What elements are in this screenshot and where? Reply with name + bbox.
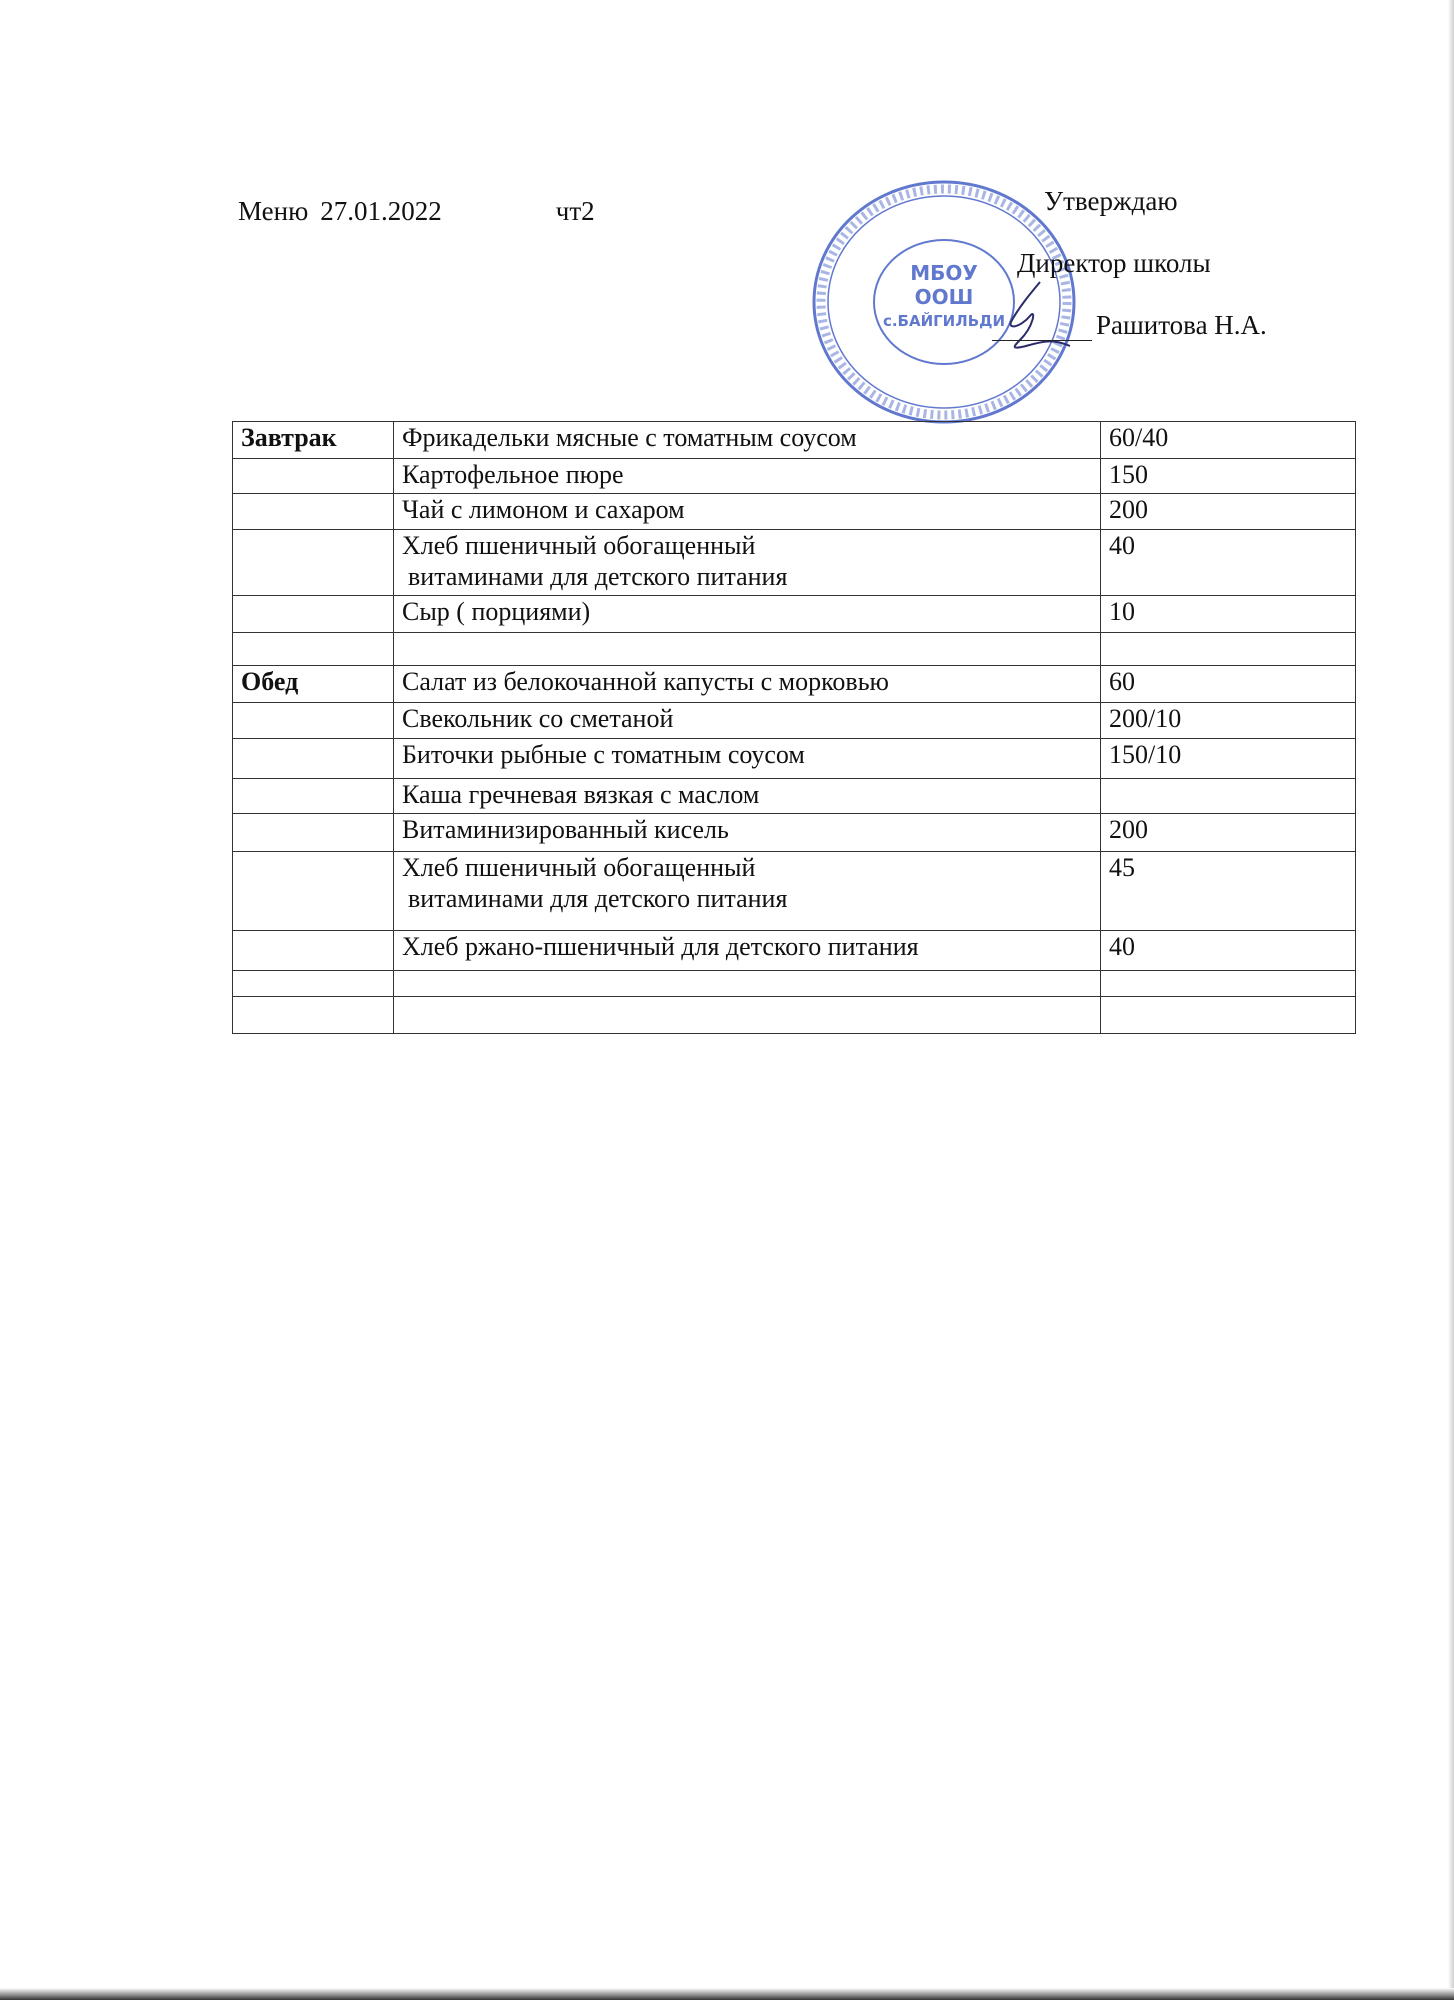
scan-edge-right: [1448, 0, 1454, 2000]
menu-row: [233, 852, 1356, 931]
meal-cell: Завтрак: [233, 422, 394, 459]
stamp-line-1: МБОУ: [910, 261, 978, 285]
dish-cell: [394, 422, 1101, 459]
meal-cell: [233, 494, 394, 530]
menu-row: [233, 997, 1356, 1034]
dish-cell: [394, 494, 1101, 530]
meal-cell: [233, 596, 394, 633]
menu-row: [233, 971, 1356, 997]
menu-row: [233, 596, 1356, 633]
menu-row: [233, 739, 1356, 779]
dish-cell: [394, 666, 1101, 703]
menu-row: [233, 931, 1356, 971]
meal-cell: Обед: [233, 666, 394, 703]
dish-name: Салат из белокочанной капусты с морковью: [402, 667, 889, 696]
dish-name: Хлеб пшеничный обогащенный: [402, 531, 756, 560]
portion-cell: 60/40: [1101, 422, 1356, 459]
menu-row: [233, 666, 1356, 703]
meal-cell: [233, 997, 394, 1034]
meal-cell: [233, 530, 394, 596]
portion-cell: 200/10: [1101, 703, 1356, 739]
dish-name: Хлеб ржано-пшеничный для детского питания: [402, 932, 919, 961]
meal-cell: [233, 931, 394, 971]
approval-title: Утверждаю: [1044, 186, 1178, 216]
dish-name: Картофельное пюре: [402, 460, 624, 489]
dish-name: Свекольник со сметаной: [402, 704, 674, 733]
dish-name: Витаминизированный кисель: [402, 815, 729, 844]
scan-edge-bottom: [0, 1988, 1454, 2000]
portion-cell: 60: [1101, 666, 1356, 703]
menu-header: [238, 196, 595, 227]
menu-row: [233, 633, 1356, 666]
menu-date: 27.01.2022: [320, 196, 442, 226]
portion-cell: [1101, 971, 1356, 997]
meal-cell: [233, 703, 394, 739]
meal-cell: [233, 852, 394, 931]
dish-name-continued: витаминами для детского питания: [408, 884, 788, 913]
dish-name: Сыр ( порциями): [402, 597, 591, 626]
approval-role: Директор школы: [1017, 248, 1211, 278]
menu-row: [233, 703, 1356, 739]
meal-cell: [233, 459, 394, 494]
dish-cell: [394, 596, 1101, 633]
dish-name: Хлеб пшеничный обогащенный: [402, 853, 756, 882]
menu-row: [233, 422, 1356, 459]
dish-cell: [394, 739, 1101, 779]
dish-name: Фрикадельки мясные с томатным соусом: [402, 423, 857, 452]
stamp-line-2: ООШ: [914, 285, 974, 309]
dish-cell: [394, 530, 1101, 596]
dish-name: Чай с лимоном и сахаром: [402, 495, 685, 524]
dish-cell: [394, 931, 1101, 971]
menu-row: [233, 814, 1356, 852]
dish-cell: [394, 459, 1101, 494]
director-name: Рашитова Н.А.: [1096, 310, 1267, 340]
dish-cell: [394, 633, 1101, 666]
menu-row: [233, 530, 1356, 596]
dish-cell: [394, 703, 1101, 739]
portion-cell: 45: [1101, 852, 1356, 931]
portion-cell: 10: [1101, 596, 1356, 633]
dish-cell: [394, 779, 1101, 814]
portion-cell: 200: [1101, 814, 1356, 852]
dish-cell: [394, 997, 1101, 1034]
menu-table: [232, 421, 1356, 1034]
portion-cell: 40: [1101, 530, 1356, 596]
meal-cell: [233, 779, 394, 814]
dish-cell: [394, 852, 1101, 931]
dish-name: Каша гречневая вязкая с маслом: [402, 780, 760, 809]
dish-cell: [394, 814, 1101, 852]
dish-name: Биточки рыбные с томатным соусом: [402, 740, 805, 769]
approval-signature-line: [992, 310, 1267, 341]
meal-cell: [233, 739, 394, 779]
dish-name-continued: витаминами для детского питания: [408, 562, 788, 591]
meal-cell: [233, 814, 394, 852]
portion-cell: 200: [1101, 494, 1356, 530]
portion-cell: [1101, 997, 1356, 1034]
portion-cell: [1101, 633, 1356, 666]
portion-cell: 40: [1101, 931, 1356, 971]
meal-cell: [233, 633, 394, 666]
portion-cell: 150: [1101, 459, 1356, 494]
meal-cell: [233, 971, 394, 997]
dish-cell: [394, 971, 1101, 997]
menu-row: [233, 494, 1356, 530]
portion-cell: [1101, 779, 1356, 814]
menu-row: [233, 779, 1356, 814]
menu-row: [233, 459, 1356, 494]
menu-label: Меню: [238, 196, 309, 226]
menu-table-body: [233, 422, 1356, 1034]
stamp-line-3: с.БАЙГИЛЬДИ: [882, 312, 1006, 330]
signature-line: [992, 340, 1092, 341]
portion-cell: 150/10: [1101, 739, 1356, 779]
menu-day-code: чт2: [555, 196, 595, 226]
